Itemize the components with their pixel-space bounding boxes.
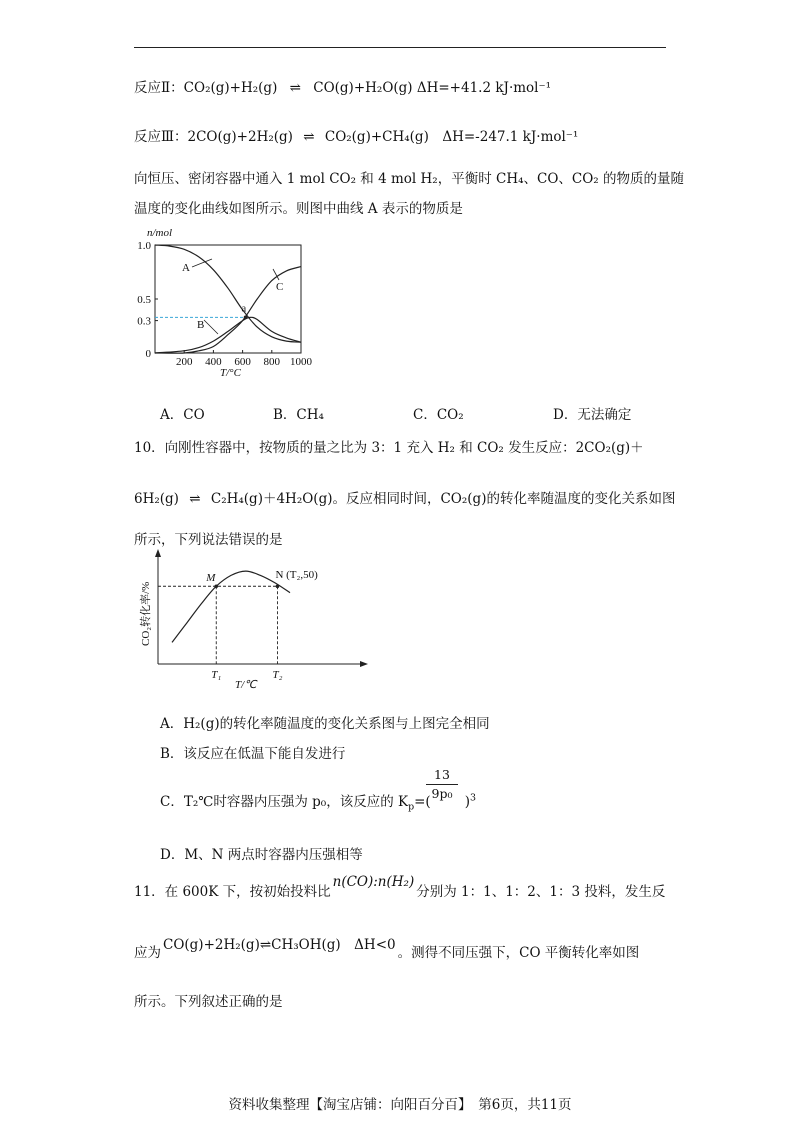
q9-option-b[interactable]: B．CH₄ (273, 407, 324, 423)
reaction-3-rest: CO₂(g)+CH₄(g) ΔH=-247.1 kJ·mol⁻¹ (324, 129, 579, 145)
q10-y-arrow-icon (155, 549, 161, 557)
q10-option-c-exp: 3 (470, 792, 477, 804)
q11-line1 (134, 874, 666, 900)
equilibrium-arrow-icon: ⇌ (303, 129, 315, 145)
reaction-2-label: 反应Ⅱ：CO₂(g)+H₂(g) (134, 80, 278, 96)
q9-xtick-label: 200 (175, 356, 193, 368)
q9-series-line-A (155, 245, 301, 342)
q9-chart (130, 222, 330, 384)
q9-option-c[interactable]: C．CO₂ (413, 407, 464, 423)
q9-leader-B (204, 320, 218, 334)
equilibrium-arrow-icon: ⇌ (189, 491, 201, 507)
q10-option-b[interactable]: B．该反应在低温下能自发进行 (160, 746, 346, 762)
q9-xtick-label: 400 (205, 356, 222, 368)
q10-x-arrow-icon (360, 661, 368, 667)
q10-option-a[interactable]: A．H₂(g)的转化率随温度的变化关系图与上图完全相同 (160, 716, 490, 732)
q9-ytick-label: 1.0 (137, 240, 151, 252)
q10-point-label-m: M (206, 572, 216, 585)
q9-xlabel: T/°C (220, 367, 241, 379)
q9-series-label-C: C (276, 281, 284, 293)
q10-line2-rest: C₂H₄(g)＋4H₂O(g)。反应相同时间，CO₂(g)的转化率随温度的变化关系如图 (210, 491, 676, 507)
q9-ylabel: n/mol (147, 227, 173, 239)
q9-xtick-label: 800 (263, 356, 281, 368)
q9-series-label-A: A (182, 262, 190, 274)
q10-option-c-close: ) (464, 794, 470, 810)
q10-option-c-sub: p (408, 801, 415, 813)
reaction-2-rest: CO(g)+H₂O(g) ΔH=+41.2 kJ·mol⁻¹ (313, 80, 552, 96)
q9-ytick-label: 0.5 (137, 294, 151, 306)
reaction-3-label: 反应Ⅲ：2CO(g)+2H₂(g) (134, 129, 293, 145)
q10-conversion-curve (172, 571, 290, 642)
q10-fraction (424, 767, 460, 801)
q9-xtick-label: 1000 (290, 356, 312, 368)
q9-option-d[interactable]: D．无法确定 (553, 407, 632, 423)
q10-xtick-t1: T₁ (211, 669, 222, 681)
q9-ytick-label: 0 (145, 348, 151, 360)
equilibrium-arrow-icon: ⇌ (289, 80, 301, 96)
q10-xtick-t2: T₂ (272, 669, 283, 681)
q9-point-label: a (241, 303, 247, 315)
q9-ytick-label: 0.3 (137, 315, 151, 328)
q10-ylabel: CO₂转化率/% (140, 581, 152, 646)
q11-line1-start: 11．在 600K 下，按初始投料比 (134, 884, 331, 900)
q9-option-a[interactable]: A．CO (160, 407, 205, 423)
q11-line1-end: 分别为 1：1、1：2、1：3 投料，发生反 (416, 884, 666, 900)
q10-point-label-n: N (T₂,50) (275, 569, 318, 582)
q10-option-d[interactable]: D．M、N 两点时容器内压强相等 (160, 847, 363, 863)
q9-line1: 向恒压、密闭容器中通入 1 mol CO₂ 和 4 mol H₂，平衡时 CH₄、CO、CO₂ 的物质的量随 (134, 171, 685, 187)
q10-xlabel: T/℃ (235, 679, 257, 691)
q11-line2-start: 应为 (134, 945, 161, 961)
q10-fraction-numerator: 13 (434, 767, 450, 782)
q11-line2 (134, 937, 640, 961)
reaction-3 (134, 125, 578, 145)
fraction-bar (426, 784, 458, 785)
top-rule (134, 47, 666, 48)
q10-line1: 10．向刚性容器中，按物质的量之比为 3：1 充入 H₂ 和 CO₂ 发生反应：2CO₂(g)＋ (134, 440, 644, 456)
reaction-2 (134, 76, 551, 96)
q11-equation: CO(g)+2H₂(g)⇌CH₃OH(g) ΔH<0 (163, 937, 396, 953)
q9-series-label-B: B (197, 319, 205, 331)
q11-ratio: n(CO):n(H₂) (332, 874, 415, 890)
q9-line2: 温度的变化曲线如图所示。则图中曲线 A 表示的物质是 (134, 201, 463, 217)
q10-fraction-denominator: 9p₀ (431, 786, 453, 801)
q9-plot-frame (155, 245, 301, 353)
q9-xtick-label: 600 (234, 356, 251, 368)
q11-line2-end: 。测得不同压强下，CO 平衡转化率如图 (397, 945, 640, 961)
page-footer: 资料收集整理【淘宝店铺：向阳百分百】 第6页，共11页 (228, 1097, 572, 1113)
q9-intersection-point (244, 316, 248, 320)
q10-option-c-eq: =( (414, 794, 431, 810)
q10-line2-reactants: 6H₂(g) (134, 491, 179, 507)
q11-line3: 所示。下列叙述正确的是 (134, 994, 283, 1010)
q10-option-c-text: C．T₂℃时容器内压强为 p₀，该反应的 K (160, 794, 409, 810)
q10-line2 (134, 487, 675, 507)
q10-line3: 所示，下列说法错误的是 (134, 532, 283, 548)
q10-chart (132, 546, 372, 694)
